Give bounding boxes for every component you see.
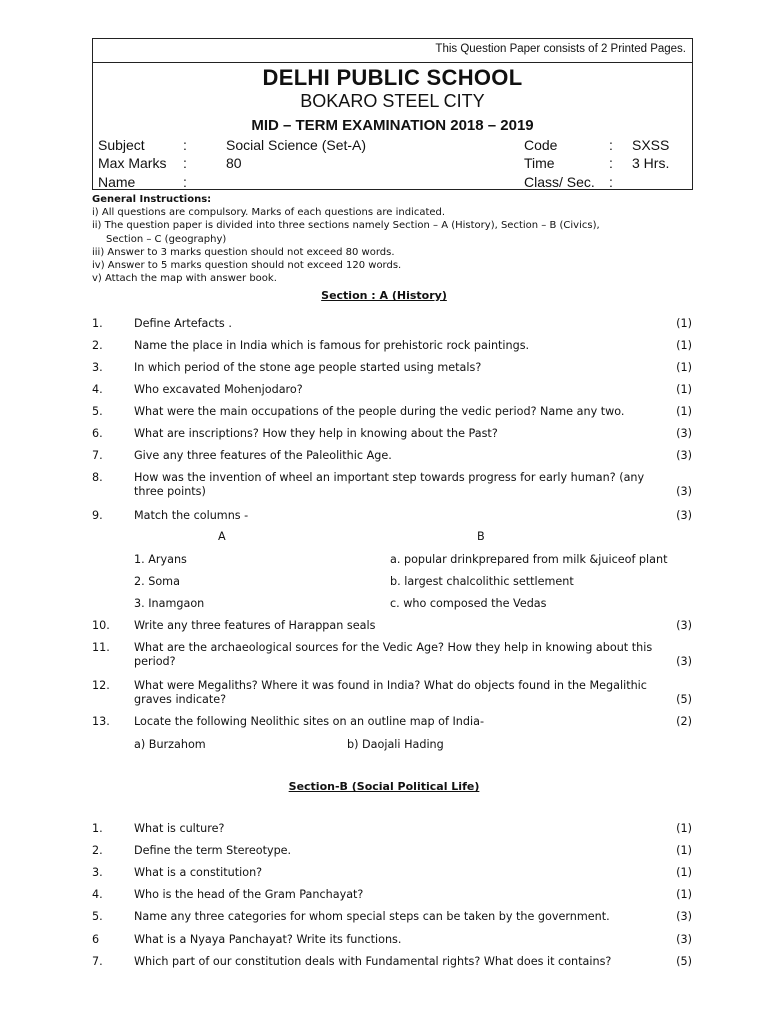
question-text: What is a Nyaya Panchayat? Write its functions. [134,933,402,946]
question-number: 2. [92,339,103,352]
question-marks: (1) [676,339,692,352]
question-text-cont: three points) [134,485,206,498]
colon: : [609,174,613,190]
question-marks: (1) [676,361,692,374]
question-text: Which part of our constitution deals with Fundamental rights? What does it contains? [134,955,612,968]
header-box [92,38,693,190]
question-marks: (5) [676,955,692,968]
pages-note: This Question Paper consists of 2 Printed Pages. [435,43,686,55]
match-col-a-header: A [218,530,226,543]
general-instructions [92,193,696,285]
question-number: 5. [92,405,103,418]
code-value: SXSS [632,137,670,153]
question-marks: (1) [676,405,692,418]
instruction-item: iv) Answer to 5 marks question should not exceed 120 words. [92,260,402,272]
question-text: Who is the head of the Gram Panchayat? [134,888,364,901]
question-marks: (3) [676,509,692,522]
question-number: 11. [92,641,110,654]
instruction-item: ii) The question paper is divided into three sections namely Section – A (History), Section – B (Civics), [92,220,600,232]
question-marks: (1) [676,888,692,901]
question-row [0,910,768,924]
site-b: b) Daojali Hading [347,738,444,751]
question-number: 2. [92,844,103,857]
question-text-cont: period? [134,655,176,668]
match-row-a: 1. Aryans [134,553,187,566]
question-text: In which period of the stone age people started using metals? [134,361,482,374]
match-row-b: a. popular drinkprepared from milk &juiceof plant [390,553,668,566]
subject-value: Social Science (Set-A) [226,137,367,153]
question-number: 13. [92,715,110,728]
question-marks: (1) [676,383,692,396]
name-label: Name [98,174,136,190]
class-sec-label: Class/ Sec. [524,174,595,190]
question-number: 12. [92,679,110,692]
question-marks: (3) [676,655,692,668]
question-marks: (1) [676,866,692,879]
question-text: Name any three categories for whom special steps can be taken by the government. [134,910,610,923]
question-text: What were the main occupations of the people during the vedic period? Name any two. [134,405,625,418]
time-label: Time [524,155,555,171]
header-divider [93,62,692,63]
question-row [0,405,768,419]
question-row [0,822,768,836]
question-text: What are inscriptions? How they help in knowing about the Past? [134,427,498,440]
question-row [0,509,768,523]
question-number: 8. [92,471,103,484]
question-text: Define the term Stereotype. [134,844,292,857]
question-row [0,317,768,331]
school-name: DELHI PUBLIC SCHOOL [262,65,523,90]
colon: : [609,155,613,171]
question-text: What is a constitution? [134,866,263,879]
question-number: 7. [92,955,103,968]
question-row [0,715,768,729]
instruction-item: v) Attach the map with answer book. [92,273,277,285]
question-marks: (3) [676,933,692,946]
question-row [0,339,768,353]
colon: : [183,137,187,153]
question-number: 7. [92,449,103,462]
match-row-b: c. who composed the Vedas [390,597,547,610]
instruction-item: Section – C (geography) [106,233,227,245]
question-text: Locate the following Neolithic sites on an outline map of India- [134,715,484,728]
question-marks: (3) [676,449,692,462]
question-text: Who excavated Mohenjodaro? [134,383,303,396]
colon: : [609,137,613,153]
question-marks: (3) [676,485,692,498]
question-row [0,888,768,902]
site-a: a) Burzahom [134,738,206,751]
question-number: 1. [92,317,103,330]
question-marks: (3) [676,910,692,923]
question-row [0,619,768,633]
question-marks: (5) [676,693,692,706]
question-number: 4. [92,383,103,396]
question-row [0,449,768,463]
question-text: What were Megaliths? Where it was found in India? What do objects found in the Megalithic [134,679,647,692]
question-marks: (1) [676,844,692,857]
question-number: 6. [92,427,103,440]
instruction-item: iii) Answer to 3 marks question should not exceed 80 words. [92,246,395,258]
question-number: 9. [92,509,103,522]
max-marks-label: Max Marks [98,155,167,171]
question-row [0,679,768,707]
question-marks: (1) [676,317,692,330]
section-b-title: Section-B (Social Political Life) [288,780,480,793]
question-text: Define Artefacts . [134,317,232,330]
question-number: 10. [92,619,110,632]
question-row [0,866,768,880]
question-text: Match the columns - [134,509,249,522]
question-text: What are the archaeological sources for the Vedic Age? How they help in knowing about this [134,641,653,654]
question-row [0,427,768,441]
instruction-item: i) All questions are compulsory. Marks of each questions are indicated. [92,207,446,219]
question-row [0,844,768,858]
exam-title: MID – TERM EXAMINATION 2018 – 2019 [251,117,534,134]
question-text-cont: graves indicate? [134,693,227,706]
question-row [0,641,768,669]
question-text: Give any three features of the Paleolithic Age. [134,449,392,462]
question-number: 1. [92,822,103,835]
question-row [0,361,768,375]
question-text: Write any three features of Harappan seals [134,619,376,632]
question-number: 3. [92,361,103,374]
section-a-title: Section : A (History) [321,289,447,302]
question-marks: (3) [676,619,692,632]
match-col-b-header: B [477,530,485,543]
question-row [0,471,768,499]
subject-label: Subject [98,137,145,153]
code-label: Code [524,137,558,153]
match-row-b: b. largest chalcolithic settlement [390,575,574,588]
instructions-title: General Instructions: [92,194,212,205]
question-text: Name the place in India which is famous for prehistoric rock paintings. [134,339,530,352]
school-city: BOKARO STEEL CITY [300,91,485,111]
question-marks: (3) [676,427,692,440]
question-marks: (2) [676,715,692,728]
match-row-a: 3. Inamgaon [134,597,205,610]
match-row-a: 2. Soma [134,575,180,588]
question-number: 5. [92,910,103,923]
question-marks: (1) [676,822,692,835]
max-marks-value: 80 [226,155,242,171]
question-row [0,955,768,969]
question-number: 6 [92,933,100,946]
question-number: 3. [92,866,103,879]
question-row [0,933,768,947]
colon: : [183,155,187,171]
question-text: How was the invention of wheel an important step towards progress for early human? (any [134,471,645,484]
question-text: What is culture? [134,822,225,835]
question-row [0,383,768,397]
time-value: 3 Hrs. [632,155,670,171]
question-number: 4. [92,888,103,901]
colon: : [183,174,187,190]
